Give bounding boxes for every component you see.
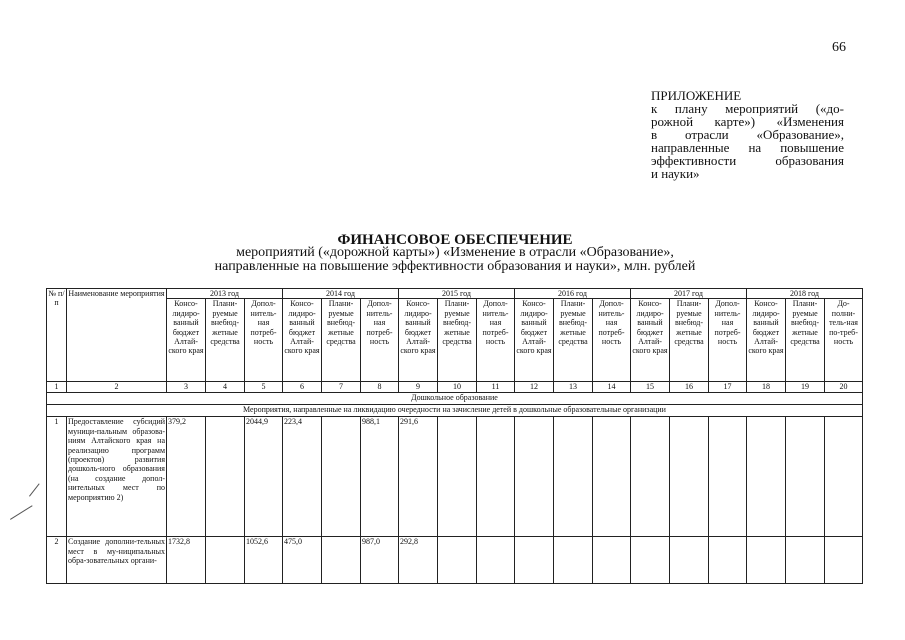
header-planned-offbudget: Плани-руемые внебюд-жетные средства <box>554 299 593 382</box>
value-cell <box>670 417 709 537</box>
value-cell: 2044,9 <box>245 417 283 537</box>
value-cell <box>438 417 477 537</box>
document-subtitle-line-1: мероприятий («дорожной карты») «Изменение в отрасли «Образование», <box>236 245 674 260</box>
column-number: 19 <box>786 382 825 393</box>
header-consolidated-budget: Консо-лидиро-ванный бюджет Алтай-ского края <box>167 299 206 382</box>
column-number: 11 <box>477 382 515 393</box>
subsection-title: Мероприятия, направленные на ликвидацию очередности на зачисление детей в дошкольные образовательные организации <box>47 405 863 417</box>
header-consolidated-budget: Консо-лидиро-ванный бюджет Алтай-ского края <box>515 299 554 382</box>
appendix-line: эффективности образования <box>651 153 844 168</box>
appendix-line: ПРИЛОЖЕНИЕ <box>651 88 742 103</box>
appendix-line: к плану мероприятий («до- <box>651 101 844 116</box>
value-cell <box>206 417 245 537</box>
header-year: 2013 год <box>167 289 283 299</box>
header-consolidated-budget: Консо-лидиро-ванный бюджет Алтай-ского края <box>747 299 786 382</box>
header-planned-offbudget: Плани-руемые внебюд-жетные средства <box>438 299 477 382</box>
column-number: 16 <box>670 382 709 393</box>
value-cell <box>786 537 825 584</box>
value-cell <box>786 417 825 537</box>
page-number: 66 <box>832 40 846 55</box>
column-number: 15 <box>631 382 670 393</box>
column-number: 10 <box>438 382 477 393</box>
value-cell: 223,4 <box>283 417 322 537</box>
column-number: 9 <box>399 382 438 393</box>
header-consolidated-budget: Консо-лидиро-ванный бюджет Алтай-ского края <box>399 299 438 382</box>
value-cell <box>631 417 670 537</box>
scan-mark <box>10 505 33 520</box>
appendix-line: и науки» <box>651 166 700 181</box>
value-cell: 292,8 <box>399 537 438 584</box>
column-number: 2 <box>67 382 167 393</box>
value-cell <box>438 537 477 584</box>
column-number: 17 <box>709 382 747 393</box>
header-additional-need: Допол-нитель-ная потреб-ность <box>245 299 283 382</box>
value-cell: 1052,6 <box>245 537 283 584</box>
appendix-line: направленные на повышение <box>651 140 844 155</box>
value-cell <box>515 417 554 537</box>
header-activity-name: Наименование мероприятия <box>67 289 167 382</box>
header-year: 2015 год <box>399 289 515 299</box>
value-cell <box>825 417 863 537</box>
value-cell <box>593 417 631 537</box>
header-additional-need: Допол-нитель-ная потреб-ность <box>709 299 747 382</box>
value-cell: 379,2 <box>167 417 206 537</box>
value-cell: 291,6 <box>399 417 438 537</box>
column-number: 6 <box>283 382 322 393</box>
section-title: Дошкольное образование <box>47 393 863 405</box>
value-cell <box>515 537 554 584</box>
header-planned-offbudget: Плани-руемые внебюд-жетные средства <box>670 299 709 382</box>
document-subtitle-line-2: направленные на повышение эффективности образования и науки», млн. рублей <box>214 259 696 274</box>
header-year: 2018 год <box>747 289 863 299</box>
activity-name: Предоставление субсидий муници-пальным образова-ниям Алтайского края на реализацию программ (проектов) развития дошколь-ного образования (на создание допол-нительных мест по мероприятию 2) <box>67 417 167 537</box>
header-consolidated-budget: Консо-лидиро-ванный бюджет Алтай-ского края <box>283 299 322 382</box>
header-planned-offbudget: Плани-руемые внебюд-жетные средства <box>322 299 361 382</box>
column-number: 7 <box>322 382 361 393</box>
document-title: ФИНАНСОВОЕ ОБЕСПЕЧЕНИЕ <box>337 232 573 248</box>
header-year: 2017 год <box>631 289 747 299</box>
value-cell <box>593 537 631 584</box>
appendix-line: в отрасли «Образование», <box>651 127 844 142</box>
header-additional-need: Допол-нитель-ная потреб-ность <box>593 299 631 382</box>
value-cell <box>322 537 361 584</box>
scan-mark <box>29 483 40 496</box>
value-cell <box>670 537 709 584</box>
value-cell <box>322 417 361 537</box>
column-number: 5 <box>245 382 283 393</box>
table-row <box>47 537 863 584</box>
column-number: 20 <box>825 382 863 393</box>
column-number: 18 <box>747 382 786 393</box>
header-year: 2016 год <box>515 289 631 299</box>
header-additional-need: До-полни-тель-ная по-треб-ность <box>825 299 863 382</box>
value-cell <box>554 417 593 537</box>
column-number: 14 <box>593 382 631 393</box>
value-cell: 987,0 <box>361 537 399 584</box>
column-number: 4 <box>206 382 245 393</box>
column-number: 3 <box>167 382 206 393</box>
header-year: 2014 год <box>283 289 399 299</box>
column-number: 12 <box>515 382 554 393</box>
header-number: № п/п <box>47 289 67 382</box>
value-cell <box>709 417 747 537</box>
value-cell <box>477 537 515 584</box>
value-cell <box>747 417 786 537</box>
header-consolidated-budget: Консо-лидиро-ванный бюджет Алтай-ского края <box>631 299 670 382</box>
column-number: 8 <box>361 382 399 393</box>
table-row <box>47 417 863 537</box>
row-number: 1 <box>47 417 67 537</box>
header-planned-offbudget: Плани-руемые внебюд-жетные средства <box>206 299 245 382</box>
header-planned-offbudget: Плани-руемые внебюд-жетные средства <box>786 299 825 382</box>
row-number: 2 <box>47 537 67 584</box>
financial-table <box>46 288 863 584</box>
value-cell: 1732,8 <box>167 537 206 584</box>
header-additional-need: Допол-нитель-ная потреб-ность <box>477 299 515 382</box>
value-cell: 475,0 <box>283 537 322 584</box>
value-cell <box>631 537 670 584</box>
value-cell <box>747 537 786 584</box>
value-cell <box>206 537 245 584</box>
appendix-block <box>651 89 844 180</box>
value-cell <box>477 417 515 537</box>
value-cell: 988,1 <box>361 417 399 537</box>
value-cell <box>709 537 747 584</box>
value-cell <box>825 537 863 584</box>
activity-name: Создание дополни-тельных мест в му-ниципальных обра-зовательных органи- <box>67 537 167 584</box>
header-additional-need: Допол-нитель-ная потреб-ность <box>361 299 399 382</box>
column-number: 13 <box>554 382 593 393</box>
value-cell <box>554 537 593 584</box>
column-number: 1 <box>47 382 67 393</box>
appendix-line: рожной карте») «Изменения <box>651 114 844 129</box>
